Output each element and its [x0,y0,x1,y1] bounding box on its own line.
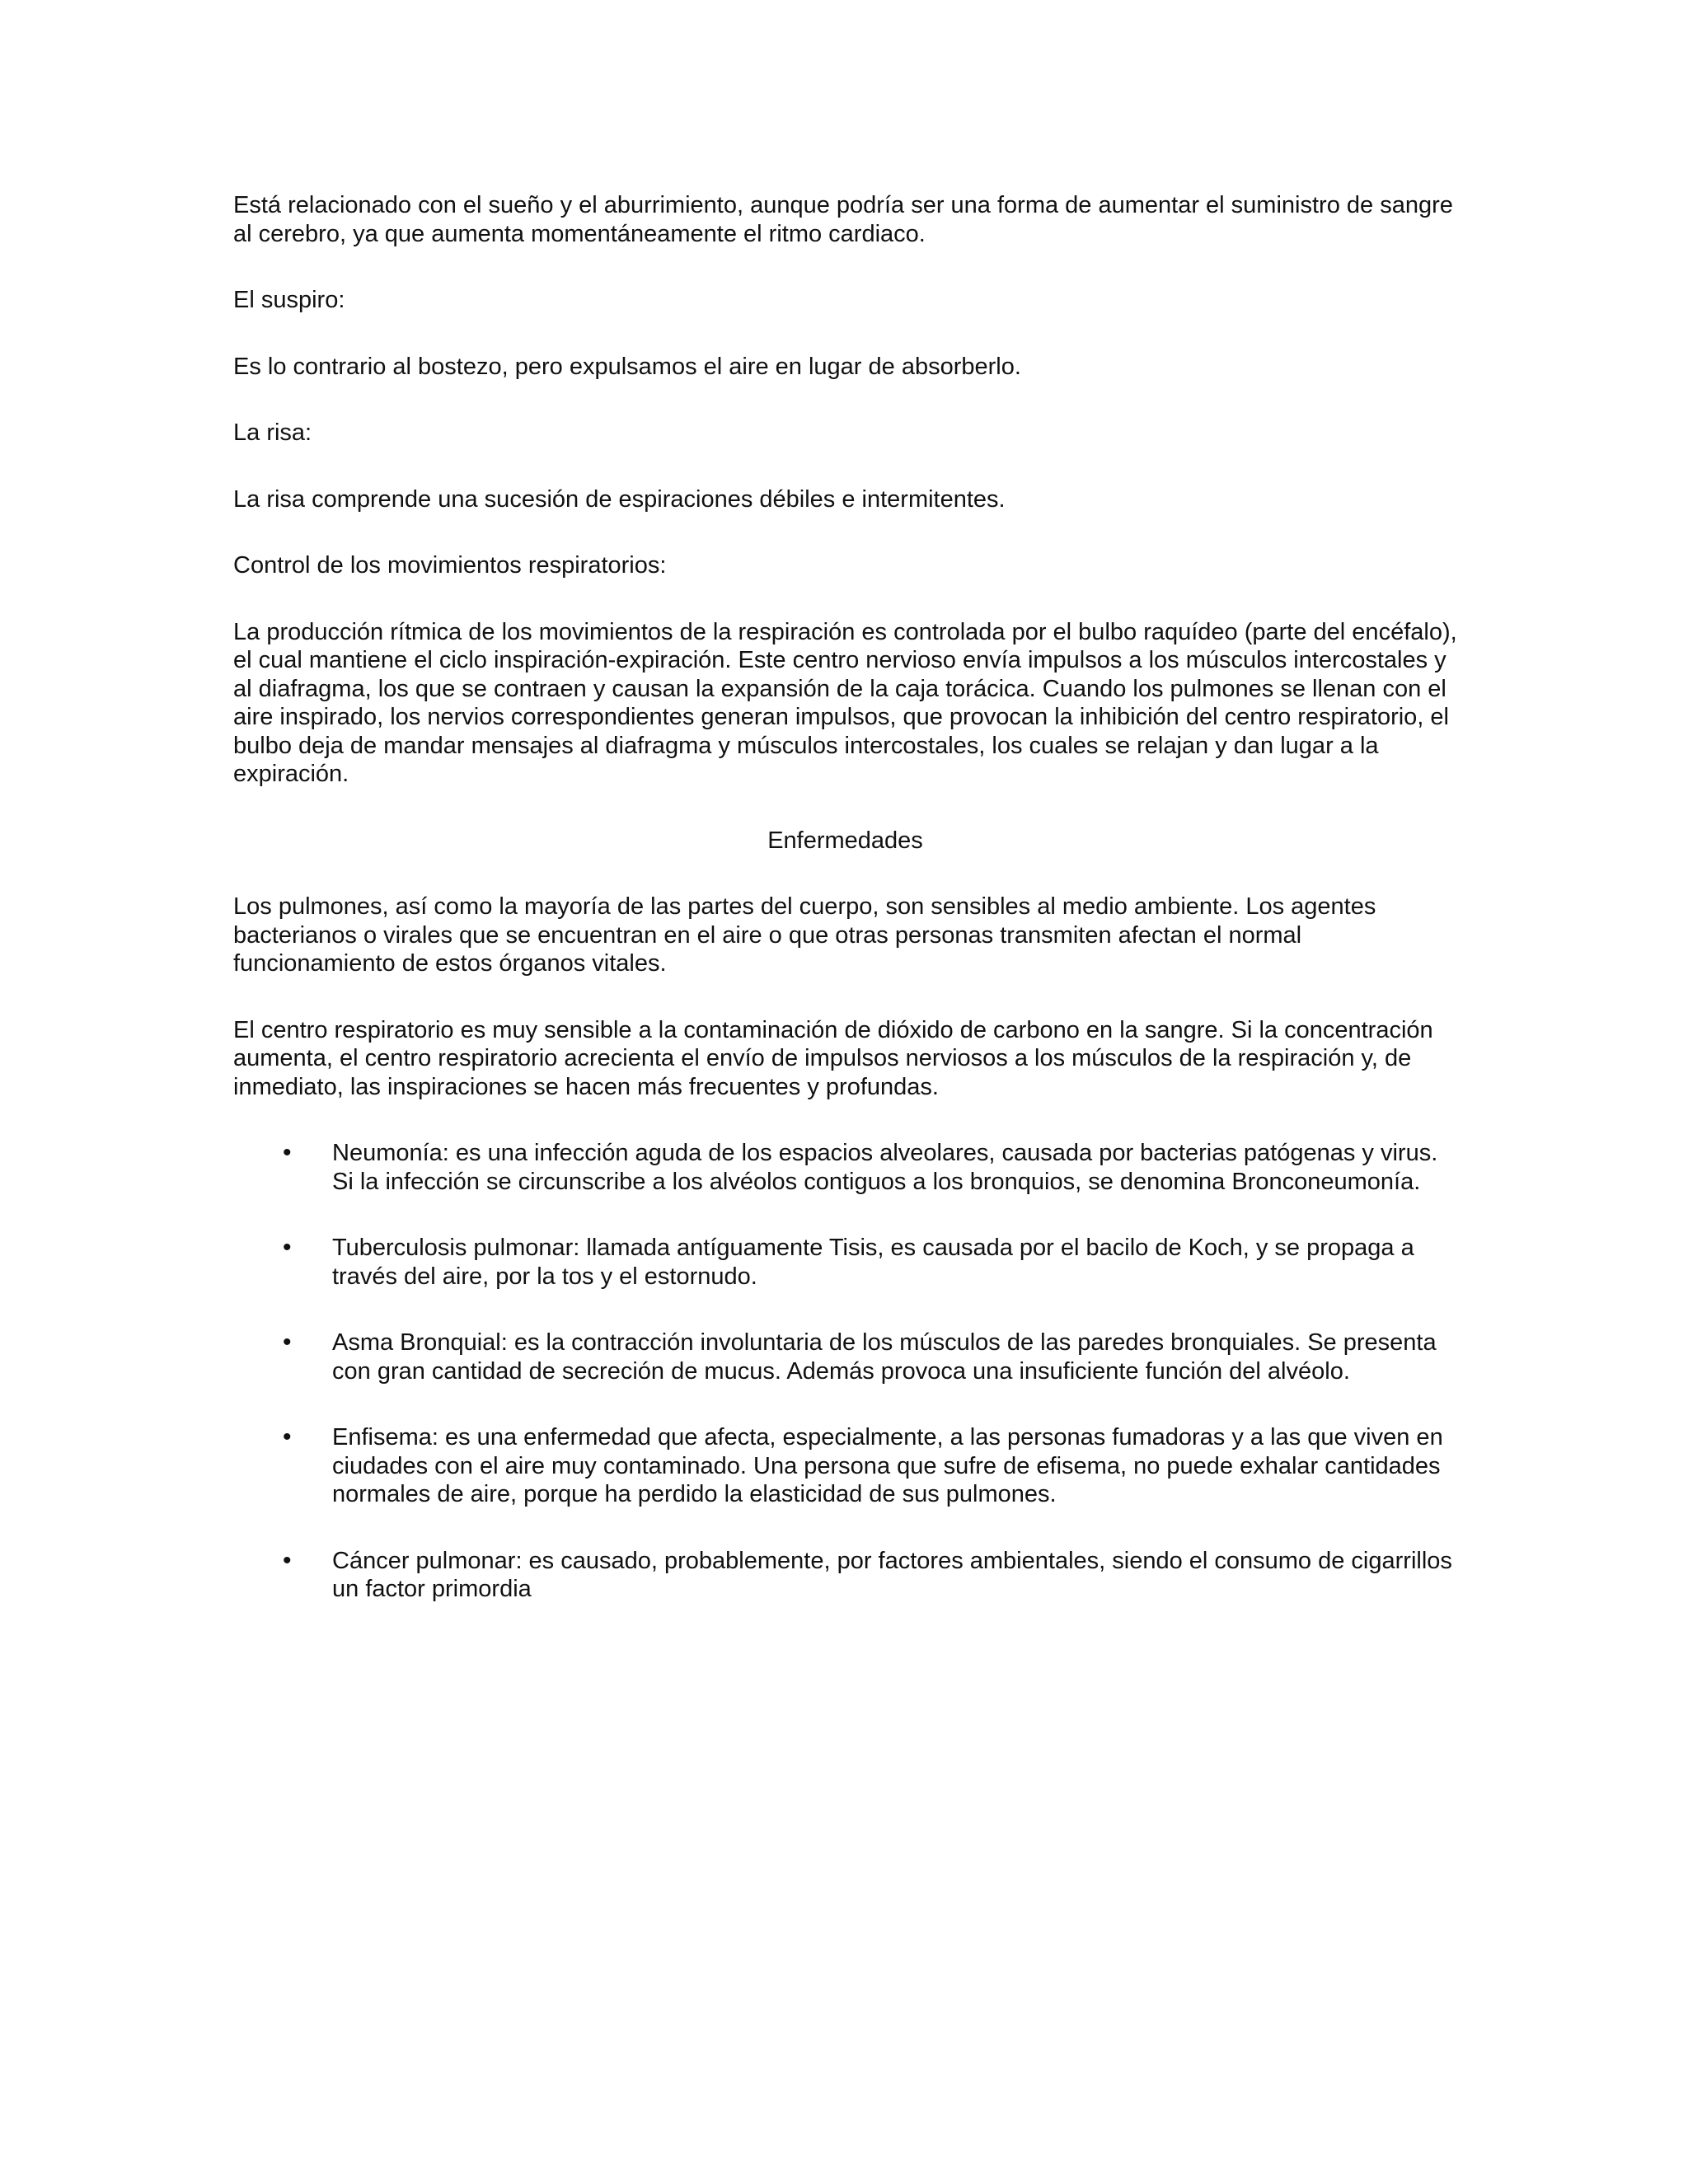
list-item-text: Neumonía: es una infección aguda de los espacios alveolares, causada por bacterias patógenas y virus. Si la infección se circunscribe a los alvéolos contiguos a los bronquios, se denomina Bronconeumonía. [332,1140,1438,1195]
paragraph-risa-description: La risa comprende una sucesión de espiraciones débiles e intermitentes. [233,485,1006,513]
list-item-cancer-pulmonar [233,1547,1457,1604]
bullet-icon: • [283,1234,292,1261]
list-item-asma [233,1329,1457,1385]
list-item-neumonia [233,1139,1457,1196]
paragraph-centro-respiratorio: El centro respiratorio es muy sensible a la contaminación de dióxido de carbono en la sangre. Si la concentración aumenta, el centro respiratorio acrecienta el envío de impulsos nerviosos a los músculos de la respiración y, de inmediato, las inspiraciones se hacen más frecuentes y profundas. [233,1016,1433,1100]
bullet-icon: • [283,1546,292,1574]
bullet-icon: • [283,1139,292,1166]
list-item-text: Cáncer pulmonar: es causado, probablemente, por factores ambientales, siendo el consumo de cigarrillos un factor primordia [332,1547,1452,1602]
paragraph-bostezo-description: Está relacionado con el sueño y el aburrimiento, aunque podría ser una forma de aumentar el suministro de sangre al cerebro, ya que aumenta momentáneamente el ritmo cardiaco. [233,192,1453,247]
diseases-list [233,1139,1457,1604]
list-item-text: Asma Bronquial: es la contracción involuntaria de los músculos de las paredes bronquiales. Se presenta con gran cantidad de secreción de mucus. Además provoca una insuficiente función del alvéolo. [332,1329,1437,1385]
document-page [233,191,1457,1642]
bullet-icon: • [283,1423,292,1451]
paragraph-control-respiratorio: La producción rítmica de los movimientos de la respiración es controlada por el bulbo raquídeo (parte del encéfalo), el cual mantiene el ciclo inspiración-expiración. Este centro nervioso envía impulsos a los músculos intercostales y al diafragma, los que se contraen y causan la expansión de la caja torácica. Cuando los pulmones se llenan con el aire inspirado, los nervios correspondientes generan impulsos, que provocan la inhibición del centro respiratorio, el bulbo deja de mandar mensajes al diafragma y músculos intercostales, los cuales se relajan y dan lugar a la expiración. [233,618,1457,787]
bullet-icon: • [283,1329,292,1356]
list-item-text: Enfisema: es una enfermedad que afecta, especialmente, a las personas fumadoras y a las que viven en ciudades con el aire muy contaminado. Una persona que sufre de efisema, no puede exhalar cantidades normales de aire, porque ha perdido la elasticidad de sus pulmones. [332,1424,1443,1507]
paragraph-pulmones-sensibles: Los pulmones, así como la mayoría de las partes del cuerpo, son sensibles al medio ambiente. Los agentes bacterianos o virales que se encuentran en el aire o que otras personas transmiten afectan el normal funcionamiento de estos órganos vitales. [233,893,1376,977]
subheading-risa: La risa: [233,419,312,446]
paragraph-suspiro-description: Es lo contrario al bostezo, pero expulsamos el aire en lugar de absorberlo. [233,353,1021,380]
subheading-control-respiratorio: Control de los movimientos respiratorios: [233,552,667,579]
list-item-tuberculosis [233,1234,1457,1291]
list-item-enfisema [233,1423,1457,1509]
subheading-suspiro: El suspiro: [233,287,345,313]
section-title-enfermedades: Enfermedades [767,827,923,854]
list-item-text: Tuberculosis pulmonar: llamada antíguamente Tisis, es causada por el bacilo de Koch, y se propaga a través del aire, por la tos y el estornudo. [332,1235,1414,1290]
